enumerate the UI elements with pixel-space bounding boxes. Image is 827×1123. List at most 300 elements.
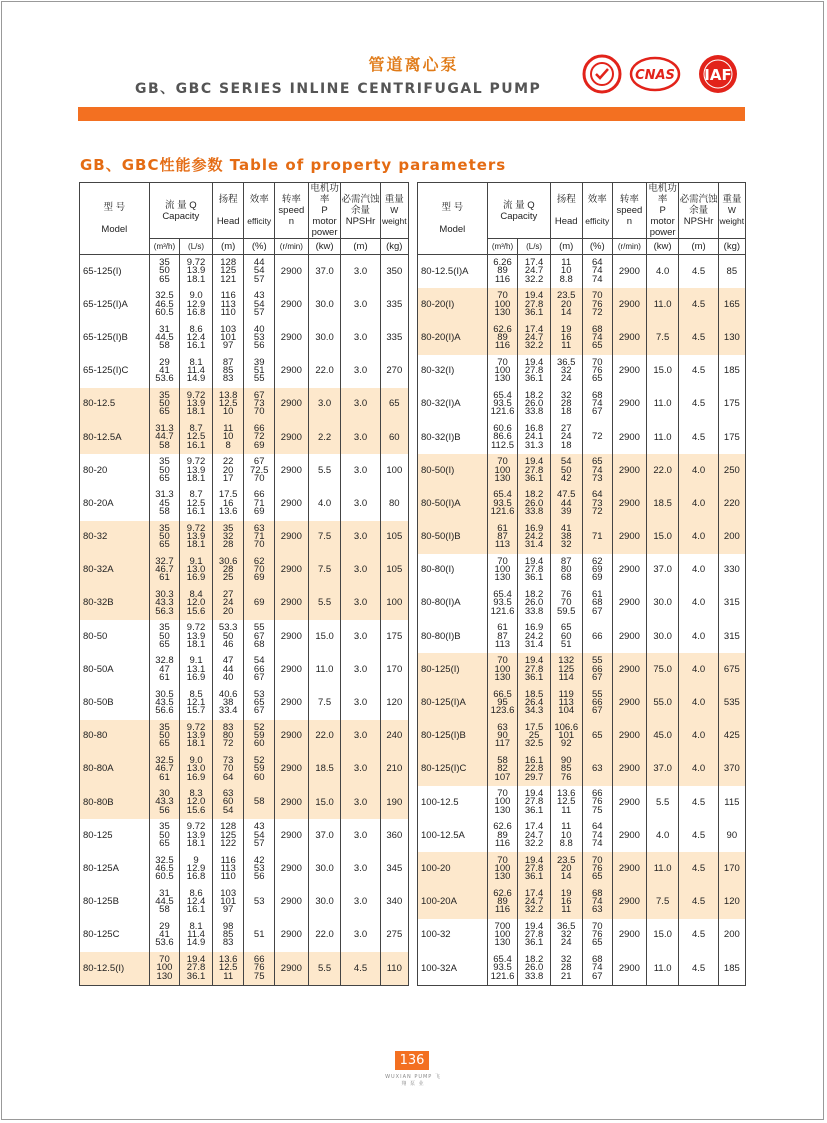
speed-cell: 2900 [613, 288, 647, 321]
weight-cell: 165 [718, 288, 745, 321]
quality-seal-icon [584, 56, 620, 92]
head-cell: 22 20 17 [212, 454, 244, 487]
power-cell: 55.0 [646, 686, 679, 719]
capacity-m3h-cell: 32.5 46.5 60.5 [149, 852, 180, 885]
npsh-cell: 4.0 [679, 753, 718, 786]
capacity-m3h-cell: 58 82 107 [487, 753, 518, 786]
model-cell: 65-125(I)A [80, 288, 150, 321]
table-row [418, 686, 746, 719]
efficiency-cell: 55 66 67 [582, 686, 613, 719]
npsh-cell: 4.5 [679, 819, 718, 852]
head-cell: 27 24 20 [212, 587, 244, 620]
model-cell: 80-80 [80, 720, 150, 753]
power-cell: 7.5 [308, 686, 341, 719]
npsh-cell: 3.0 [341, 852, 380, 885]
unit-head: (m) [212, 239, 244, 255]
npsh-cell: 3.0 [341, 720, 380, 753]
cnas-text: CNAS [635, 68, 675, 83]
table-row [80, 852, 409, 885]
table-row [80, 952, 409, 986]
efficiency-cell: 68 74 65 [582, 321, 613, 354]
weight-cell: 185 [718, 355, 745, 388]
npsh-cell: 3.0 [341, 521, 380, 554]
capacity-ls-cell: 17.5 25 32.5 [518, 720, 551, 753]
capacity-ls-cell: 19.4 27.8 36.1 [518, 786, 551, 819]
head-cell: 11 10 8.8 [550, 819, 582, 852]
efficiency-cell: 67 73 70 [244, 388, 275, 421]
capacity-m3h-cell: 70 100 130 [149, 952, 180, 986]
npsh-cell: 4.5 [679, 321, 718, 354]
speed-cell: 2900 [274, 288, 308, 321]
efficiency-cell: 66 76 75 [244, 952, 275, 986]
capacity-ls-cell: 8.3 12.0 15.6 [180, 786, 213, 819]
power-cell: 4.0 [646, 819, 679, 852]
efficiency-cell: 68 74 63 [582, 886, 613, 919]
weight-cell: 130 [718, 321, 745, 354]
npsh-cell: 3.0 [341, 255, 380, 289]
power-cell: 18.5 [308, 753, 341, 786]
table-row [418, 952, 746, 986]
weight-cell: 105 [380, 521, 408, 554]
head-cell: 65 60 51 [550, 620, 582, 653]
model-cell: 100-12.5A [418, 819, 488, 852]
col-npsh-header: 必需汽蚀余量 NPSHr [679, 183, 718, 239]
weight-cell: 240 [380, 720, 408, 753]
efficiency-cell: 53 [244, 886, 275, 919]
speed-cell: 2900 [613, 521, 647, 554]
npsh-cell: 4.0 [679, 587, 718, 620]
table-row [80, 355, 409, 388]
power-cell: 37.0 [308, 255, 341, 289]
efficiency-cell: 52 59 60 [244, 753, 275, 786]
capacity-ls-cell: 9.1 13.1 16.9 [180, 653, 213, 686]
power-cell: 30.0 [308, 288, 341, 321]
table-row [80, 919, 409, 952]
capacity-m3h-cell: 70 100 130 [487, 355, 518, 388]
efficiency-cell: 70 76 65 [582, 919, 613, 952]
efficiency-cell: 65 [582, 720, 613, 753]
col-weight-header: 重量 W weight [718, 183, 745, 239]
capacity-ls-cell: 9.0 12.9 16.8 [180, 288, 213, 321]
efficiency-cell: 55 67 68 [244, 620, 275, 653]
capacity-m3h-cell: 32.8 47 61 [149, 653, 180, 686]
efficiency-cell: 66 72 69 [244, 421, 275, 454]
capacity-m3h-cell: 35 50 65 [149, 521, 180, 554]
weight-cell: 175 [718, 388, 745, 421]
unit-weight: (kg) [718, 239, 745, 255]
weight-cell: 335 [380, 321, 408, 354]
model-cell: 80-80B [80, 786, 150, 819]
table-row [80, 388, 409, 421]
efficiency-cell: 63 71 70 [244, 521, 275, 554]
power-cell: 11.0 [646, 288, 679, 321]
capacity-m3h-cell: 32.5 46.5 60.5 [149, 288, 180, 321]
weight-cell: 60 [380, 421, 408, 454]
capacity-m3h-cell: 32.7 46.7 61 [149, 554, 180, 587]
npsh-cell: 3.0 [341, 886, 380, 919]
power-cell: 4.0 [646, 255, 679, 289]
head-cell: 40.6 38 33.4 [212, 686, 244, 719]
col-capacity-header: 流 量 Q Capacity [149, 183, 212, 239]
power-cell: 11.0 [646, 952, 679, 986]
capacity-m3h-cell: 32.5 46.7 61 [149, 753, 180, 786]
power-cell: 5.5 [308, 587, 341, 620]
unit-ls: (L/s) [518, 239, 551, 255]
head-cell: 13.6 12.5 11 [550, 786, 582, 819]
head-cell: 53.3 50 46 [212, 620, 244, 653]
npsh-cell: 4.5 [679, 255, 718, 289]
col-head-header: 扬程 Head [212, 183, 244, 239]
table-row [418, 819, 746, 852]
table-row [418, 288, 746, 321]
npsh-cell: 3.0 [341, 454, 380, 487]
unit-m3h: (m³/h) [487, 239, 518, 255]
page-title-cn: 管道离心泵 [368, 55, 459, 74]
table-row [80, 288, 409, 321]
capacity-ls-cell: 16.9 24.2 31.4 [518, 620, 551, 653]
model-cell: 100-20 [418, 852, 488, 885]
model-cell: 80-50B [80, 686, 150, 719]
weight-cell: 340 [380, 886, 408, 919]
head-cell: 41 38 32 [550, 521, 582, 554]
capacity-ls-cell: 19.4 27.8 36.1 [180, 952, 213, 986]
col-eff-header: 效率 efficity [244, 183, 275, 239]
capacity-m3h-cell: 61 87 113 [487, 521, 518, 554]
unit-weight: (kg) [380, 239, 408, 255]
efficiency-cell: 62 69 69 [582, 554, 613, 587]
capacity-ls-cell: 17.4 24.7 32.2 [518, 255, 551, 289]
capacity-m3h-cell: 65.4 93.5 121.6 [487, 587, 518, 620]
npsh-cell: 3.0 [341, 753, 380, 786]
weight-cell: 175 [380, 620, 408, 653]
weight-cell: 120 [380, 686, 408, 719]
npsh-cell: 3.0 [341, 388, 380, 421]
head-cell: 30.6 28 25 [212, 554, 244, 587]
speed-cell: 2900 [274, 454, 308, 487]
table-row [418, 852, 746, 885]
unit-speed: (r/min) [613, 239, 647, 255]
capacity-ls-cell: 17.4 24.7 32.2 [518, 886, 551, 919]
capacity-m3h-cell: 35 50 65 [149, 720, 180, 753]
speed-cell: 2900 [274, 487, 308, 520]
speed-cell: 2900 [274, 587, 308, 620]
capacity-m3h-cell: 35 50 65 [149, 255, 180, 289]
capacity-m3h-cell: 70 100 130 [487, 454, 518, 487]
npsh-cell: 3.0 [341, 554, 380, 587]
table-row [418, 388, 746, 421]
head-cell: 106.6 101 92 [550, 720, 582, 753]
capacity-m3h-cell: 31 44.5 58 [149, 321, 180, 354]
power-cell: 7.5 [646, 886, 679, 919]
weight-cell: 200 [718, 919, 745, 952]
speed-cell: 2900 [613, 620, 647, 653]
model-cell: 80-12.5(I) [80, 952, 150, 986]
speed-cell: 2900 [613, 720, 647, 753]
efficiency-cell: 63 [582, 753, 613, 786]
capacity-ls-cell: 19.4 27.8 36.1 [518, 454, 551, 487]
table-row [418, 321, 746, 354]
head-cell: 35 32 28 [212, 521, 244, 554]
head-cell: 87 85 83 [212, 355, 244, 388]
npsh-cell: 4.5 [679, 952, 718, 986]
col-eff-header: 效率 efficity [582, 183, 613, 239]
capacity-ls-cell: 18.2 26.0 33.8 [518, 587, 551, 620]
col-speed-header: 转率 speed n [613, 183, 647, 239]
npsh-cell: 3.0 [341, 786, 380, 819]
power-cell: 3.0 [308, 388, 341, 421]
speed-cell: 2900 [274, 753, 308, 786]
power-cell: 30.0 [646, 620, 679, 653]
capacity-ls-cell: 9.72 13.9 18.1 [180, 454, 213, 487]
speed-cell: 2900 [613, 355, 647, 388]
model-cell: 80-125(I)A [418, 686, 488, 719]
npsh-cell: 4.0 [679, 454, 718, 487]
table-row [80, 720, 409, 753]
table-row [418, 919, 746, 952]
model-cell: 80-125A [80, 852, 150, 885]
head-cell: 128 125 121 [212, 255, 244, 289]
weight-cell: 185 [718, 952, 745, 986]
capacity-m3h-cell: 35 50 65 [149, 620, 180, 653]
capacity-ls-cell: 18.5 26.4 34.3 [518, 686, 551, 719]
capacity-m3h-cell: 31.3 44.7 58 [149, 421, 180, 454]
model-cell: 80-125C [80, 919, 150, 952]
power-cell: 22.0 [308, 355, 341, 388]
weight-cell: 330 [718, 554, 745, 587]
head-cell: 36.5 32 24 [550, 355, 582, 388]
speed-cell: 2900 [613, 421, 647, 454]
power-cell: 2.2 [308, 421, 341, 454]
table-row [418, 255, 746, 289]
power-cell: 15.0 [646, 919, 679, 952]
table-row [80, 521, 409, 554]
speed-cell: 2900 [613, 321, 647, 354]
npsh-cell: 3.0 [341, 487, 380, 520]
power-cell: 75.0 [646, 653, 679, 686]
head-cell: 128 125 122 [212, 819, 244, 852]
power-cell: 5.5 [308, 952, 341, 986]
speed-cell: 2900 [274, 388, 308, 421]
efficiency-cell: 51 [244, 919, 275, 952]
model-cell: 80-50(I)A [418, 487, 488, 520]
property-table-right [417, 182, 746, 986]
efficiency-cell: 52 59 60 [244, 720, 275, 753]
efficiency-cell: 66 71 69 [244, 487, 275, 520]
capacity-m3h-cell: 29 41 53.6 [149, 919, 180, 952]
capacity-ls-cell: 16.8 24.1 31.3 [518, 421, 551, 454]
capacity-m3h-cell: 61 87 113 [487, 620, 518, 653]
table-row [80, 653, 409, 686]
section-title: GB、GBC性能参数 Table of property parameters [80, 156, 507, 174]
power-cell: 30.0 [308, 886, 341, 919]
speed-cell: 2900 [274, 686, 308, 719]
efficiency-cell: 61 68 67 [582, 587, 613, 620]
model-cell: 80-125(I) [418, 653, 488, 686]
efficiency-cell: 40 53 56 [244, 321, 275, 354]
capacity-ls-cell: 8.1 11.4 14.9 [180, 355, 213, 388]
speed-cell: 2900 [274, 886, 308, 919]
table-row [418, 421, 746, 454]
col-head-header: 扬程 Head [550, 183, 582, 239]
capacity-ls-cell: 8.5 12.1 15.7 [180, 686, 213, 719]
efficiency-cell: 66 [582, 620, 613, 653]
table-row [418, 355, 746, 388]
npsh-cell: 4.0 [679, 620, 718, 653]
page-title-en: GB、GBC SERIES INLINE CENTRIFUGAL PUMP [135, 81, 542, 97]
speed-cell: 2900 [613, 454, 647, 487]
weight-cell: 315 [718, 587, 745, 620]
npsh-cell: 4.0 [679, 653, 718, 686]
table-row [418, 554, 746, 587]
speed-cell: 2900 [274, 653, 308, 686]
capacity-m3h-cell: 35 50 65 [149, 819, 180, 852]
efficiency-cell: 43 54 57 [244, 288, 275, 321]
power-cell: 37.0 [646, 753, 679, 786]
speed-cell: 2900 [274, 355, 308, 388]
weight-cell: 345 [380, 852, 408, 885]
npsh-cell: 4.5 [679, 786, 718, 819]
capacity-ls-cell: 9.72 13.9 18.1 [180, 720, 213, 753]
speed-cell: 2900 [613, 852, 647, 885]
power-cell: 11.0 [646, 421, 679, 454]
table-row [418, 653, 746, 686]
weight-cell: 115 [718, 786, 745, 819]
efficiency-cell: 65 74 73 [582, 454, 613, 487]
capacity-ls-cell: 9.0 13.0 16.9 [180, 753, 213, 786]
head-cell: 27 24 18 [550, 421, 582, 454]
model-cell: 80-50A [80, 653, 150, 686]
model-cell: 80-32(I) [418, 355, 488, 388]
capacity-ls-cell: 9.72 13.9 18.1 [180, 620, 213, 653]
capacity-m3h-cell: 31.3 45 58 [149, 487, 180, 520]
head-cell: 19 16 11 [550, 321, 582, 354]
speed-cell: 2900 [613, 686, 647, 719]
table-row [418, 886, 746, 919]
weight-cell: 175 [718, 421, 745, 454]
power-cell: 11.0 [646, 852, 679, 885]
power-cell: 22.0 [308, 720, 341, 753]
capacity-ls-cell: 9.1 13.0 16.9 [180, 554, 213, 587]
npsh-cell: 4.5 [679, 852, 718, 885]
capacity-ls-cell: 17.4 24.7 32.2 [518, 819, 551, 852]
speed-cell: 2900 [613, 653, 647, 686]
speed-cell: 2900 [613, 886, 647, 919]
model-cell: 100-12.5 [418, 786, 488, 819]
capacity-ls-cell: 17.4 24.7 32.2 [518, 321, 551, 354]
table-row [418, 521, 746, 554]
iaf-logo-icon [699, 55, 737, 93]
speed-cell: 2900 [274, 720, 308, 753]
efficiency-cell: 54 66 67 [244, 653, 275, 686]
weight-cell: 90 [718, 819, 745, 852]
speed-cell: 2900 [613, 952, 647, 986]
npsh-cell: 4.5 [341, 952, 380, 986]
weight-cell: 275 [380, 919, 408, 952]
weight-cell: 350 [380, 255, 408, 289]
head-cell: 103 101 97 [212, 886, 244, 919]
head-cell: 19 16 11 [550, 886, 582, 919]
head-cell: 87 80 68 [550, 554, 582, 587]
npsh-cell: 3.0 [341, 686, 380, 719]
col-speed-header: 转率 speed n [274, 183, 308, 239]
model-cell: 80-125 [80, 819, 150, 852]
capacity-m3h-cell: 63 90 117 [487, 720, 518, 753]
weight-cell: 210 [380, 753, 408, 786]
model-cell: 100-32 [418, 919, 488, 952]
npsh-cell: 3.0 [341, 919, 380, 952]
efficiency-cell: 53 65 67 [244, 686, 275, 719]
unit-head: (m) [550, 239, 582, 255]
table-row [418, 587, 746, 620]
unit-npsh: (m) [679, 239, 718, 255]
weight-cell: 85 [718, 255, 745, 289]
npsh-cell: 4.0 [679, 521, 718, 554]
table-row [80, 620, 409, 653]
capacity-m3h-cell: 60.6 86.6 112.5 [487, 421, 518, 454]
power-cell: 37.0 [646, 554, 679, 587]
head-cell: 32 28 18 [550, 388, 582, 421]
power-cell: 30.0 [646, 587, 679, 620]
capacity-ls-cell: 8.6 12.4 16.1 [180, 321, 213, 354]
capacity-ls-cell: 8.1 11.4 14.9 [180, 919, 213, 952]
weight-cell: 315 [718, 620, 745, 653]
iaf-text: IAF [704, 66, 732, 84]
npsh-cell: 4.5 [679, 421, 718, 454]
model-cell: 80-80(I) [418, 554, 488, 587]
col-capacity-header: 流 量 Q Capacity [487, 183, 550, 239]
certification-logos [582, 54, 750, 94]
capacity-m3h-cell: 700 100 130 [487, 919, 518, 952]
weight-cell: 120 [718, 886, 745, 919]
model-cell: 80-32(I)A [418, 388, 488, 421]
power-cell: 4.0 [308, 487, 341, 520]
speed-cell: 2900 [274, 521, 308, 554]
head-cell: 13.8 12.5 10 [212, 388, 244, 421]
table-row [80, 686, 409, 719]
capacity-m3h-cell: 35 50 65 [149, 454, 180, 487]
head-cell: 90 85 76 [550, 753, 582, 786]
capacity-m3h-cell: 65.4 93.5 121.6 [487, 388, 518, 421]
col-weight-header: 重量 W weight [380, 183, 408, 239]
table-row [80, 753, 409, 786]
capacity-m3h-cell: 70 100 130 [487, 288, 518, 321]
efficiency-cell: 42 53 56 [244, 852, 275, 885]
efficiency-cell: 70 76 65 [582, 852, 613, 885]
head-cell: 119 113 104 [550, 686, 582, 719]
weight-cell: 100 [380, 454, 408, 487]
head-cell: 17.5 16 13.6 [212, 487, 244, 520]
unit-npsh: (m) [341, 239, 380, 255]
speed-cell: 2900 [613, 554, 647, 587]
npsh-cell: 4.5 [679, 886, 718, 919]
npsh-cell: 4.5 [679, 388, 718, 421]
head-cell: 23.5 20 14 [550, 852, 582, 885]
table-row [80, 454, 409, 487]
capacity-m3h-cell: 62.6 89 116 [487, 321, 518, 354]
weight-cell: 425 [718, 720, 745, 753]
efficiency-cell: 72 [582, 421, 613, 454]
weight-cell: 250 [718, 454, 745, 487]
model-cell: 80-12.5 [80, 388, 150, 421]
capacity-m3h-cell: 70 100 130 [487, 852, 518, 885]
capacity-m3h-cell: 70 100 130 [487, 653, 518, 686]
page-number: 136 [395, 1051, 429, 1070]
table-row [418, 753, 746, 786]
capacity-m3h-cell: 70 100 130 [487, 786, 518, 819]
head-cell: 116 113 110 [212, 852, 244, 885]
weight-cell: 370 [718, 753, 745, 786]
power-cell: 7.5 [308, 554, 341, 587]
